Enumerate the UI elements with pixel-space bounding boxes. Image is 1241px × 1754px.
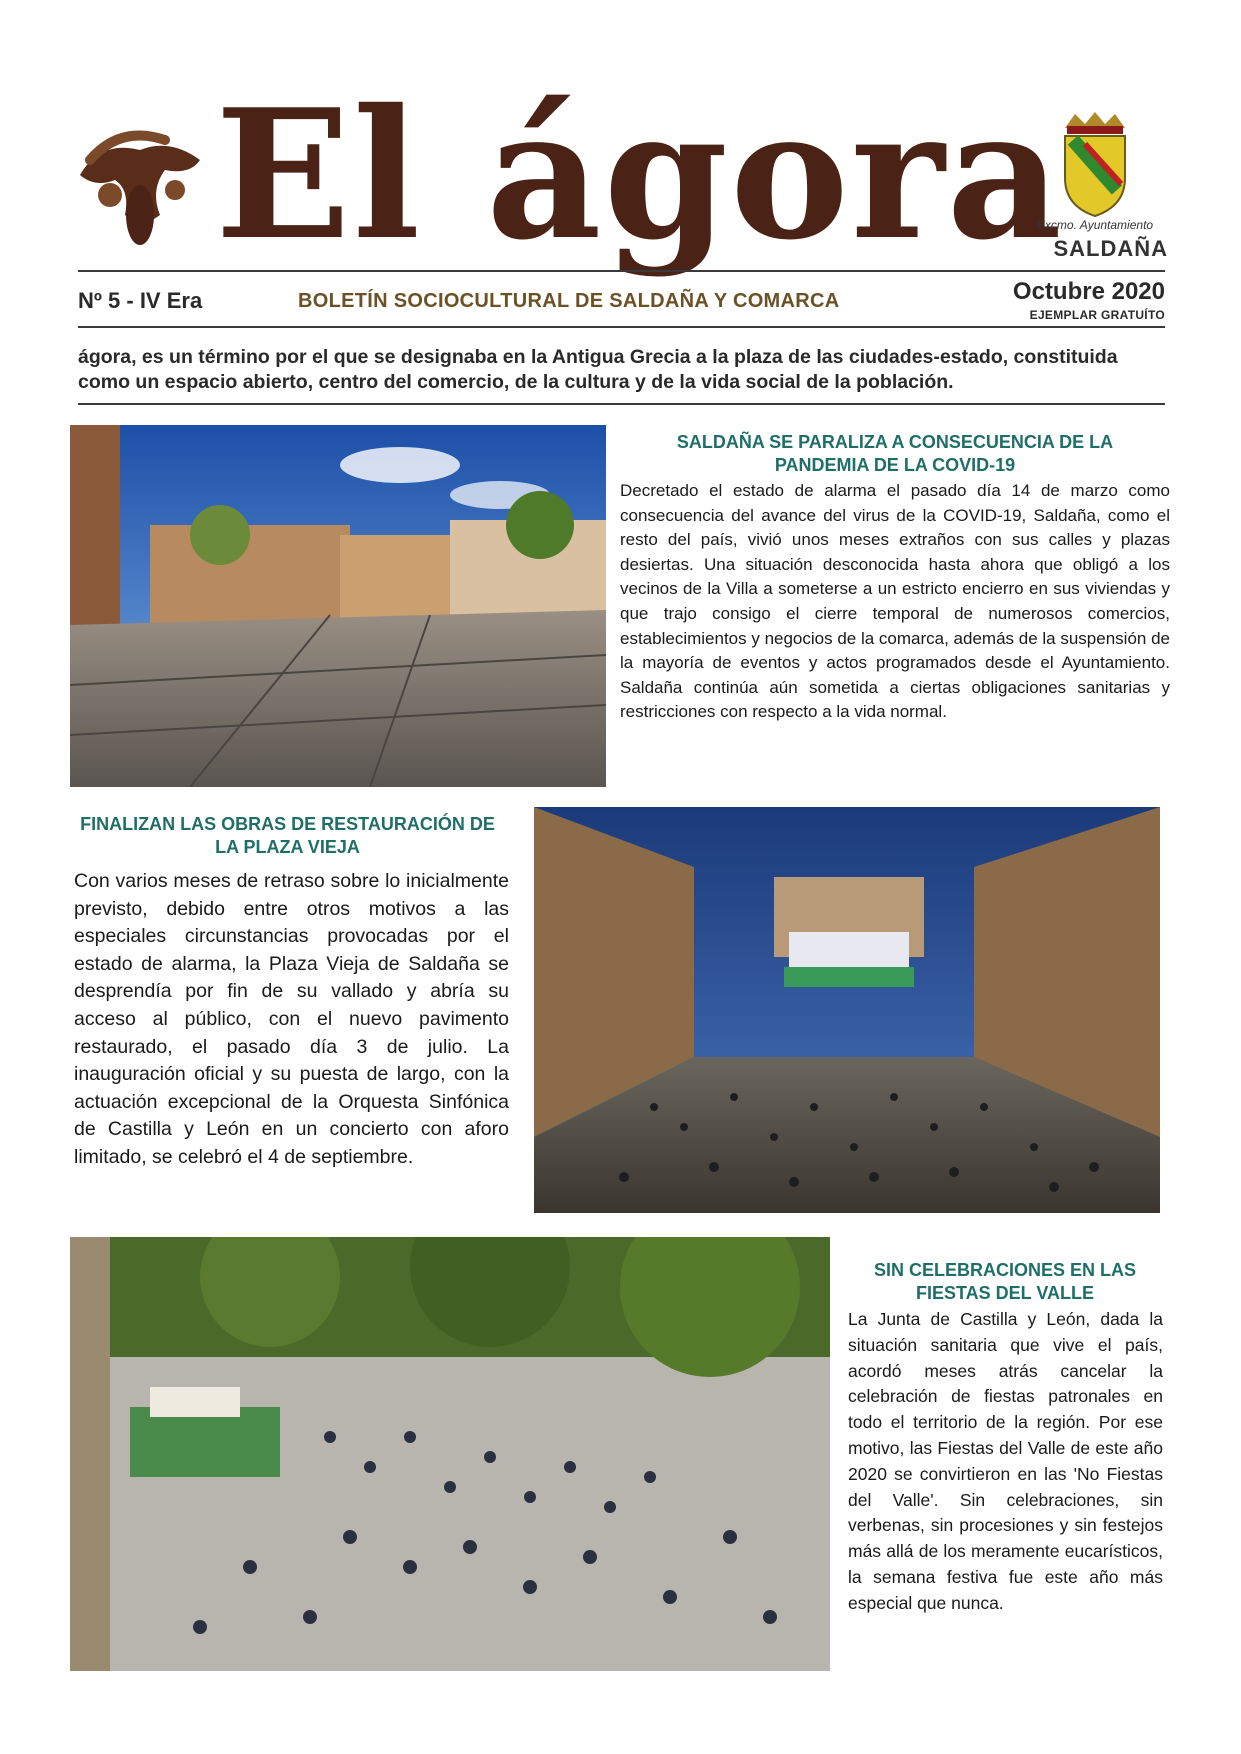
article-body: Decretado el estado de alarma el pasado día 14 de marzo como consecuencia del avance del virus de la COVID-19, Saldaña, como el resto del país, vivió unos meses extraños con sus calles y plazas desiertas. Una situación desconocida hasta ahora que obligó a los vecinos de la Villa a someterse a un estricto encierro en sus viviendas y que trajo consigo el cierre temporal de numerosos comercios, establecimientos y negocios de la comarca, además de la suspensión de la mayoría de eventos y actos programados desde el Ayuntamiento. Saldaña continúa aún sometida a ciertas obligaciones sanitarias y restricciones con respecto a la vida normal. (620, 481, 1170, 722)
article-headline: SIN CELEBRACIONES EN LAS FIESTAS DEL VALLE (873, 1260, 1137, 1303)
photo-fiestas-mass (70, 1237, 830, 1671)
issue-date: Octubre 2020 (1012, 278, 1165, 305)
article-body: La Junta de Castilla y León, dada la situación sanitaria que vive el país, acordó meses atrás cancelar la celebración de fiestas patronales en todo el territorio de la región. Por ese motivo, las Fiestas del Valle de este año 2020 se convirtieron en las 'No Fiestas del Valle'. Sin celebraciones, sin verbenas, sin procesiones y sin festejos más allá de los meramente eucarísticos, la semana festiva fue este año más especial que nunca. (848, 1309, 1163, 1613)
free-copy-label: EJEMPLAR GRATUÍTO (1029, 308, 1165, 322)
photo-concert-plaza (534, 807, 1160, 1213)
article-headline: FINALIZAN LAS OBRAS DE RESTAURACIÓN DE LA PLAZA VIEJA (80, 814, 495, 857)
masthead-rule (78, 326, 1165, 328)
masthead-title: El ágora (215, 70, 1064, 279)
article-headline: SALDAÑA SE PARALIZA A CONSECUENCIA DE LA PANDEMIA DE LA COVID-19 (676, 432, 1114, 475)
masthead-subtitle: BOLETÍN SOCIOCULTURAL DE SALDAÑA Y COMARCA (298, 290, 840, 312)
photo-empty-square (70, 425, 606, 787)
town-crest-icon (1055, 110, 1135, 220)
masthead-rule (78, 270, 1165, 272)
mushroom-logo-icon (70, 120, 210, 250)
article-body: Con varios meses de retraso sobre lo inicialmente previsto, debido entre otros motivos a las especiales circunstancias provocadas por el estado de alarma, la Plaza Vieja de Saldaña se desprendía por fin de su vallado y abría su acceso al público, con el nuevo pavimento restaurado, el pasado día 3 de julio. La inauguración oficial y su puesta de largo, con la actuación excepcional de la Orquesta Sinfónica de Castilla y León en un concierto con aforo limitado, se celebró el 4 de septiembre. (74, 870, 509, 1168)
masthead-rule (78, 403, 1165, 405)
crest-caption: Excmo. Ayuntamiento (1036, 218, 1154, 232)
issue-number: Nº 5 - IV Era (78, 288, 203, 313)
masthead-motto: ágora, es un término por el que se designaba en la Antigua Grecia a la plaza de las ciudades-estado, constituida como un espacio abierto, centro del comercio, de la cultura y de la vida social de la población. (78, 346, 1118, 393)
crest-town: SALDAÑA (1053, 236, 1168, 261)
